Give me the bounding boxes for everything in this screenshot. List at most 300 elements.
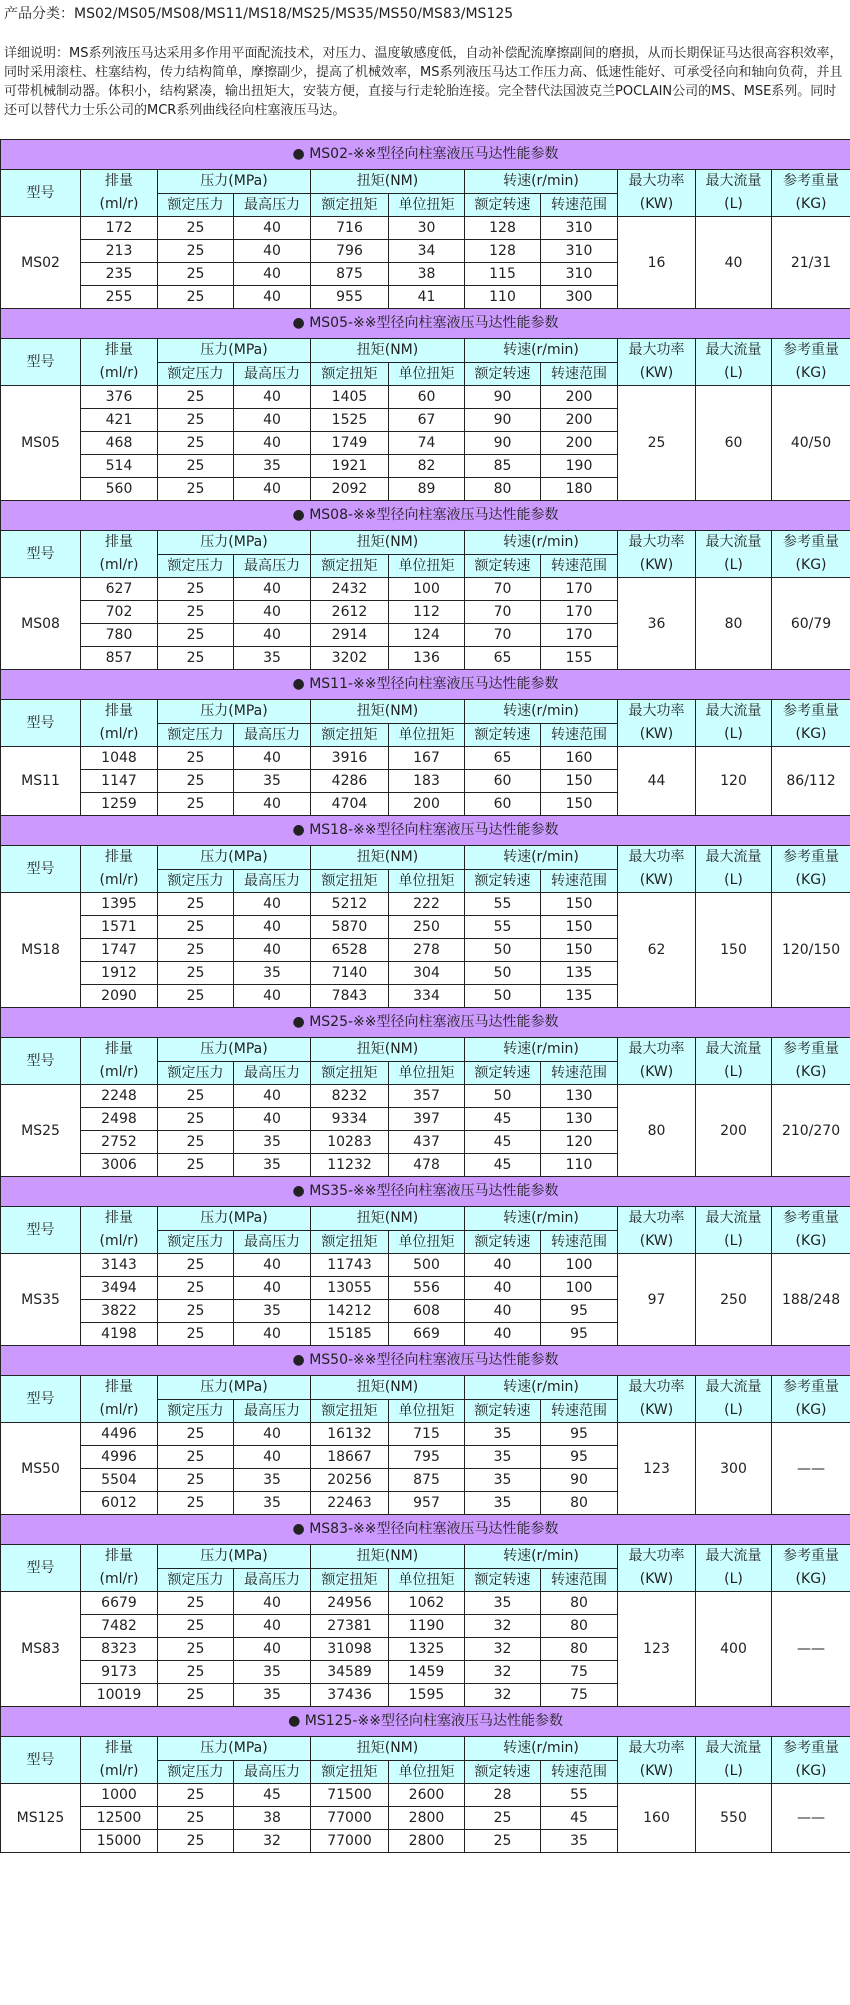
speed-range-cell: 80 — [541, 1592, 618, 1615]
rated-torque-cell: 20256 — [311, 1469, 389, 1492]
header-rated-torque: 额定扭矩 — [311, 363, 389, 386]
header-row — [1, 339, 850, 363]
header-weight — [772, 1737, 850, 1784]
speed-range-cell: 100 — [541, 1254, 618, 1277]
displacement-cell: 15000 — [81, 1830, 158, 1853]
displacement-cell: 702 — [81, 601, 158, 624]
rated-torque-cell: 4286 — [311, 770, 389, 793]
rated-pressure-cell: 25 — [158, 1277, 234, 1300]
unit-torque-cell: 2800 — [389, 1830, 465, 1853]
header-max-flow — [696, 1376, 772, 1423]
rated-speed-cell: 90 — [465, 432, 541, 455]
header-line: 排量 — [105, 849, 133, 865]
rated-pressure-cell: 25 — [158, 432, 234, 455]
displacement-cell: 255 — [81, 286, 158, 309]
header-rated-pressure: 额定压力 — [158, 1231, 234, 1254]
rated-torque-cell: 2914 — [311, 624, 389, 647]
header-unit: (KG) — [795, 1402, 827, 1418]
displacement-cell: 2248 — [81, 1085, 158, 1108]
header-rated-pressure: 额定压力 — [158, 1062, 234, 1085]
header-max-flow — [696, 531, 772, 578]
unit-torque-cell: 715 — [389, 1423, 465, 1446]
max-pressure-cell: 45 — [234, 1784, 311, 1807]
header-torque: 扭矩(NM) — [311, 339, 465, 363]
header-rated-speed: 额定转速 — [465, 194, 541, 217]
header-rated-torque: 额定扭矩 — [311, 1761, 389, 1784]
header-max-flow — [696, 846, 772, 893]
rated-speed-cell: 45 — [465, 1131, 541, 1154]
unit-torque-cell: 250 — [389, 916, 465, 939]
speed-range-cell: 155 — [541, 647, 618, 670]
displacement-cell: 1571 — [81, 916, 158, 939]
displacement-cell: 1747 — [81, 939, 158, 962]
rated-speed-cell: 35 — [465, 1492, 541, 1515]
rated-speed-cell: 40 — [465, 1277, 541, 1300]
rated-torque-cell: 37436 — [311, 1684, 389, 1707]
header-displacement — [81, 170, 158, 217]
header-unit: (KG) — [795, 1233, 827, 1249]
section-title: ● MS83-※※型径向柱塞液压马达性能参数 — [1, 1515, 850, 1545]
header-row — [1, 1376, 850, 1400]
header-unit: (KG) — [795, 726, 827, 742]
max-power-cell: 160 — [618, 1784, 696, 1853]
model-cell: MS05 — [1, 386, 81, 501]
rated-speed-cell: 32 — [465, 1684, 541, 1707]
unit-torque-cell: 478 — [389, 1154, 465, 1177]
header-line: 最大功率 — [628, 1740, 685, 1756]
header-rated-pressure: 额定压力 — [158, 870, 234, 893]
speed-range-cell: 190 — [541, 455, 618, 478]
rated-pressure-cell: 25 — [158, 793, 234, 816]
table-row — [1, 1085, 850, 1108]
rated-pressure-cell: 25 — [158, 985, 234, 1008]
displacement-cell: 468 — [81, 432, 158, 455]
header-torque: 扭矩(NM) — [311, 1545, 465, 1569]
max-pressure-cell: 40 — [234, 1638, 311, 1661]
unit-torque-cell: 304 — [389, 962, 465, 985]
header-unit: (L) — [724, 1763, 743, 1779]
rated-torque-cell: 16132 — [311, 1423, 389, 1446]
header-line: 最大流量 — [705, 1041, 762, 1057]
displacement-cell: 5504 — [81, 1469, 158, 1492]
header-max-pressure: 最高压力 — [234, 870, 311, 893]
max-flow-cell: 120 — [696, 747, 772, 816]
rated-pressure-cell: 25 — [158, 263, 234, 286]
header-line: 排量 — [105, 342, 133, 358]
max-pressure-cell: 40 — [234, 578, 311, 601]
header-speed-range: 转速范围 — [541, 363, 618, 386]
displacement-cell: 780 — [81, 624, 158, 647]
unit-torque-cell: 34 — [389, 240, 465, 263]
rated-torque-cell: 71500 — [311, 1784, 389, 1807]
rated-torque-cell: 1405 — [311, 386, 389, 409]
header-max-flow — [696, 1038, 772, 1085]
header-unit: (KG) — [795, 365, 827, 381]
displacement-cell: 1912 — [81, 962, 158, 985]
rated-pressure-cell: 25 — [158, 1323, 234, 1346]
section-title-row — [1, 140, 850, 170]
speed-range-cell: 80 — [541, 1492, 618, 1515]
header-rated-speed: 额定转速 — [465, 870, 541, 893]
header-line: 最大功率 — [628, 1210, 685, 1226]
rated-torque-cell: 11743 — [311, 1254, 389, 1277]
header-weight — [772, 1545, 850, 1592]
header-displacement — [81, 1376, 158, 1423]
displacement-cell: 1000 — [81, 1784, 158, 1807]
header-model: 型号 — [1, 1737, 81, 1784]
rated-speed-cell: 28 — [465, 1784, 541, 1807]
header-unit: (KW) — [639, 557, 674, 573]
product-category: 产品分类：MS02/MS05/MS08/MS11/MS18/MS25/MS35/MS50/MS83/MS125 — [4, 6, 514, 22]
unit-torque-cell: 669 — [389, 1323, 465, 1346]
max-pressure-cell: 40 — [234, 1085, 311, 1108]
max-pressure-cell: 35 — [234, 1684, 311, 1707]
header-rated-speed: 额定转速 — [465, 1761, 541, 1784]
header-max-power — [618, 339, 696, 386]
speed-range-cell: 135 — [541, 962, 618, 985]
max-pressure-cell: 40 — [234, 793, 311, 816]
header-unit-torque: 单位扭矩 — [389, 1231, 465, 1254]
header-rated-speed: 额定转速 — [465, 1400, 541, 1423]
speed-range-cell: 150 — [541, 916, 618, 939]
header-speed: 转速(r/min) — [465, 1545, 618, 1569]
header-rated-pressure: 额定压力 — [158, 1400, 234, 1423]
header-unit: (KW) — [639, 872, 674, 888]
header-unit-torque: 单位扭矩 — [389, 363, 465, 386]
header-max-power — [618, 531, 696, 578]
header-torque: 扭矩(NM) — [311, 1207, 465, 1231]
speed-range-cell: 45 — [541, 1807, 618, 1830]
speed-range-cell: 135 — [541, 985, 618, 1008]
displacement-cell: 857 — [81, 647, 158, 670]
rated-torque-cell: 34589 — [311, 1661, 389, 1684]
header-unit-torque: 单位扭矩 — [389, 1761, 465, 1784]
table-row — [1, 1592, 850, 1615]
header-max-power — [618, 1545, 696, 1592]
header-unit: (ml/r) — [99, 1233, 139, 1249]
header-torque: 扭矩(NM) — [311, 1737, 465, 1761]
header-line: 最大流量 — [705, 534, 762, 550]
header-rated-speed: 额定转速 — [465, 555, 541, 578]
max-pressure-cell: 35 — [234, 1131, 311, 1154]
displacement-cell: 6012 — [81, 1492, 158, 1515]
speed-range-cell: 170 — [541, 601, 618, 624]
unit-torque-cell: 1062 — [389, 1592, 465, 1615]
max-power-cell: 123 — [618, 1423, 696, 1515]
weight-cell: 40/50 — [772, 386, 850, 501]
max-pressure-cell: 40 — [234, 1592, 311, 1615]
max-power-cell: 80 — [618, 1085, 696, 1177]
header-speed-range: 转速范围 — [541, 724, 618, 747]
model-cell: MS08 — [1, 578, 81, 670]
rated-speed-cell: 85 — [465, 455, 541, 478]
header-line: 参考重量 — [783, 1548, 840, 1564]
rated-pressure-cell: 25 — [158, 217, 234, 240]
speed-range-cell: 55 — [541, 1784, 618, 1807]
table-row — [1, 1423, 850, 1446]
header-row — [1, 1038, 850, 1062]
header-weight — [772, 531, 850, 578]
rated-torque-cell: 18667 — [311, 1446, 389, 1469]
header-rated-torque: 额定扭矩 — [311, 870, 389, 893]
section-title-row — [1, 1707, 850, 1737]
unit-torque-cell: 957 — [389, 1492, 465, 1515]
max-pressure-cell: 40 — [234, 478, 311, 501]
speed-range-cell: 300 — [541, 286, 618, 309]
unit-torque-cell: 795 — [389, 1446, 465, 1469]
rated-speed-cell: 80 — [465, 478, 541, 501]
speed-range-cell: 150 — [541, 893, 618, 916]
header-weight — [772, 1038, 850, 1085]
max-pressure-cell: 40 — [234, 893, 311, 916]
rated-speed-cell: 45 — [465, 1108, 541, 1131]
max-pressure-cell: 40 — [234, 916, 311, 939]
header-unit: (L) — [724, 1402, 743, 1418]
header-max-flow — [696, 1737, 772, 1784]
max-power-cell: 97 — [618, 1254, 696, 1346]
speed-range-cell: 80 — [541, 1638, 618, 1661]
rated-speed-cell: 25 — [465, 1807, 541, 1830]
section-title-row — [1, 501, 850, 531]
unit-torque-cell: 112 — [389, 601, 465, 624]
unit-torque-cell: 875 — [389, 1469, 465, 1492]
speed-range-cell: 150 — [541, 770, 618, 793]
header-pressure: 压力(MPa) — [158, 1207, 311, 1231]
header-unit: (ml/r) — [99, 557, 139, 573]
unit-torque-cell: 183 — [389, 770, 465, 793]
max-power-cell: 44 — [618, 747, 696, 816]
section-title-row — [1, 1177, 850, 1207]
header-max-pressure: 最高压力 — [234, 194, 311, 217]
header-unit: (KG) — [795, 557, 827, 573]
header-torque: 扭矩(NM) — [311, 170, 465, 194]
rated-torque-cell: 1749 — [311, 432, 389, 455]
rated-speed-cell: 128 — [465, 217, 541, 240]
header-model: 型号 — [1, 1038, 81, 1085]
speed-range-cell: 150 — [541, 939, 618, 962]
header-line: 最大流量 — [705, 173, 762, 189]
header-unit: (KW) — [639, 1571, 674, 1587]
section-title: ● MS50-※※型径向柱塞液压马达性能参数 — [1, 1346, 850, 1376]
header-speed-range: 转速范围 — [541, 1569, 618, 1592]
rated-torque-cell: 24956 — [311, 1592, 389, 1615]
header-torque: 扭矩(NM) — [311, 1376, 465, 1400]
rated-torque-cell: 1525 — [311, 409, 389, 432]
header-rated-pressure: 额定压力 — [158, 1761, 234, 1784]
rated-torque-cell: 5212 — [311, 893, 389, 916]
header-model: 型号 — [1, 339, 81, 386]
rated-pressure-cell: 25 — [158, 578, 234, 601]
rated-torque-cell: 10283 — [311, 1131, 389, 1154]
rated-pressure-cell: 25 — [158, 240, 234, 263]
header-rated-torque: 额定扭矩 — [311, 1569, 389, 1592]
header-speed: 转速(r/min) — [465, 1038, 618, 1062]
rated-torque-cell: 7843 — [311, 985, 389, 1008]
header-line: 排量 — [105, 1379, 133, 1395]
model-cell: MS02 — [1, 217, 81, 309]
header-max-power — [618, 846, 696, 893]
section-title: ● MS125-※※型径向柱塞液压马达性能参数 — [1, 1707, 850, 1737]
rated-pressure-cell: 25 — [158, 770, 234, 793]
rated-speed-cell: 55 — [465, 916, 541, 939]
max-pressure-cell: 35 — [234, 962, 311, 985]
rated-speed-cell: 115 — [465, 263, 541, 286]
unit-torque-cell: 100 — [389, 578, 465, 601]
rated-torque-cell: 14212 — [311, 1300, 389, 1323]
header-line: 最大功率 — [628, 1548, 685, 1564]
spec-table — [0, 139, 850, 1853]
rated-pressure-cell: 25 — [158, 409, 234, 432]
header-speed: 转速(r/min) — [465, 531, 618, 555]
speed-range-cell: 310 — [541, 263, 618, 286]
displacement-cell: 7482 — [81, 1615, 158, 1638]
max-pressure-cell: 40 — [234, 1615, 311, 1638]
rated-pressure-cell: 25 — [158, 747, 234, 770]
rated-torque-cell: 5870 — [311, 916, 389, 939]
rated-torque-cell: 27381 — [311, 1615, 389, 1638]
header-line: 参考重量 — [783, 1379, 840, 1395]
header-line: 最大流量 — [705, 1379, 762, 1395]
header-unit: (KG) — [795, 872, 827, 888]
header-pressure: 压力(MPa) — [158, 700, 311, 724]
header-line: 排量 — [105, 1041, 133, 1057]
header-unit: (ml/r) — [99, 726, 139, 742]
header-line: 最大流量 — [705, 342, 762, 358]
unit-torque-cell: 2800 — [389, 1807, 465, 1830]
header-unit: (KW) — [639, 1064, 674, 1080]
max-pressure-cell: 40 — [234, 985, 311, 1008]
max-pressure-cell: 32 — [234, 1830, 311, 1853]
model-cell: MS11 — [1, 747, 81, 816]
header-line: 排量 — [105, 1740, 133, 1756]
speed-range-cell: 200 — [541, 386, 618, 409]
rated-speed-cell: 60 — [465, 793, 541, 816]
header-max-pressure: 最高压力 — [234, 555, 311, 578]
rated-speed-cell: 25 — [465, 1830, 541, 1853]
header-max-power — [618, 170, 696, 217]
rated-torque-cell: 1921 — [311, 455, 389, 478]
header-unit: (KG) — [795, 196, 827, 212]
unit-torque-cell: 200 — [389, 793, 465, 816]
header-line: 排量 — [105, 703, 133, 719]
rated-pressure-cell: 25 — [158, 647, 234, 670]
table-row — [1, 386, 850, 409]
max-pressure-cell: 40 — [234, 263, 311, 286]
rated-torque-cell: 4704 — [311, 793, 389, 816]
header-max-power — [618, 1207, 696, 1254]
header-displacement — [81, 1737, 158, 1784]
rated-pressure-cell: 25 — [158, 478, 234, 501]
rated-pressure-cell: 25 — [158, 1423, 234, 1446]
model-cell: MS25 — [1, 1085, 81, 1177]
header-unit: (KG) — [795, 1571, 827, 1587]
header-line: 参考重量 — [783, 534, 840, 550]
unit-torque-cell: 334 — [389, 985, 465, 1008]
rated-speed-cell: 35 — [465, 1469, 541, 1492]
rated-pressure-cell: 25 — [158, 1492, 234, 1515]
unit-torque-cell: 222 — [389, 893, 465, 916]
unit-torque-cell: 38 — [389, 263, 465, 286]
speed-range-cell: 95 — [541, 1446, 618, 1469]
section-title: ● MS05-※※型径向柱塞液压马达性能参数 — [1, 309, 850, 339]
max-pressure-cell: 40 — [234, 386, 311, 409]
rated-torque-cell: 11232 — [311, 1154, 389, 1177]
unit-torque-cell: 397 — [389, 1108, 465, 1131]
rated-speed-cell: 45 — [465, 1154, 541, 1177]
header-unit: (ml/r) — [99, 1064, 139, 1080]
rated-speed-cell: 35 — [465, 1423, 541, 1446]
header-model: 型号 — [1, 531, 81, 578]
rated-speed-cell: 50 — [465, 962, 541, 985]
max-pressure-cell: 40 — [234, 1423, 311, 1446]
header-line: 参考重量 — [783, 849, 840, 865]
section-title: ● MS25-※※型径向柱塞液压马达性能参数 — [1, 1008, 850, 1038]
header-rated-speed: 额定转速 — [465, 1231, 541, 1254]
speed-range-cell: 110 — [541, 1154, 618, 1177]
header-line: 最大流量 — [705, 849, 762, 865]
header-unit-torque: 单位扭矩 — [389, 555, 465, 578]
header-line: 参考重量 — [783, 1041, 840, 1057]
header-unit-torque: 单位扭矩 — [389, 1400, 465, 1423]
model-cell: MS83 — [1, 1592, 81, 1707]
header-rated-pressure: 额定压力 — [158, 555, 234, 578]
header-unit: (KW) — [639, 1763, 674, 1779]
displacement-cell: 4198 — [81, 1323, 158, 1346]
header-torque: 扭矩(NM) — [311, 531, 465, 555]
header-max-flow — [696, 1545, 772, 1592]
header-max-power — [618, 1376, 696, 1423]
header-row — [1, 846, 850, 870]
header-torque: 扭矩(NM) — [311, 846, 465, 870]
header-row — [1, 1545, 850, 1569]
rated-pressure-cell: 25 — [158, 1469, 234, 1492]
weight-cell: 120/150 — [772, 893, 850, 1008]
max-pressure-cell: 35 — [234, 1469, 311, 1492]
header-model: 型号 — [1, 1207, 81, 1254]
header-line: 参考重量 — [783, 1740, 840, 1756]
rated-speed-cell: 70 — [465, 578, 541, 601]
rated-pressure-cell: 25 — [158, 1085, 234, 1108]
max-pressure-cell: 40 — [234, 624, 311, 647]
header-displacement — [81, 1545, 158, 1592]
speed-range-cell: 90 — [541, 1469, 618, 1492]
section-title-row — [1, 1008, 850, 1038]
rated-pressure-cell: 25 — [158, 939, 234, 962]
weight-cell: 21/31 — [772, 217, 850, 309]
max-pressure-cell: 35 — [234, 455, 311, 478]
header-unit: (L) — [724, 872, 743, 888]
max-pressure-cell: 35 — [234, 647, 311, 670]
rated-pressure-cell: 25 — [158, 1254, 234, 1277]
rated-torque-cell: 31098 — [311, 1638, 389, 1661]
header-pressure: 压力(MPa) — [158, 339, 311, 363]
rated-pressure-cell: 25 — [158, 1592, 234, 1615]
header-unit: (ml/r) — [99, 872, 139, 888]
header-max-power — [618, 700, 696, 747]
header-max-pressure: 最高压力 — [234, 1062, 311, 1085]
header-unit-torque: 单位扭矩 — [389, 194, 465, 217]
header-speed-range: 转速范围 — [541, 555, 618, 578]
header-unit: (KW) — [639, 1402, 674, 1418]
header-unit: (KW) — [639, 726, 674, 742]
header-max-flow — [696, 1207, 772, 1254]
speed-range-cell: 310 — [541, 217, 618, 240]
header-line: 最大流量 — [705, 1210, 762, 1226]
header-unit: (L) — [724, 1571, 743, 1587]
weight-cell: —— — [772, 1784, 850, 1853]
weight-cell: —— — [772, 1423, 850, 1515]
speed-range-cell: 150 — [541, 793, 618, 816]
